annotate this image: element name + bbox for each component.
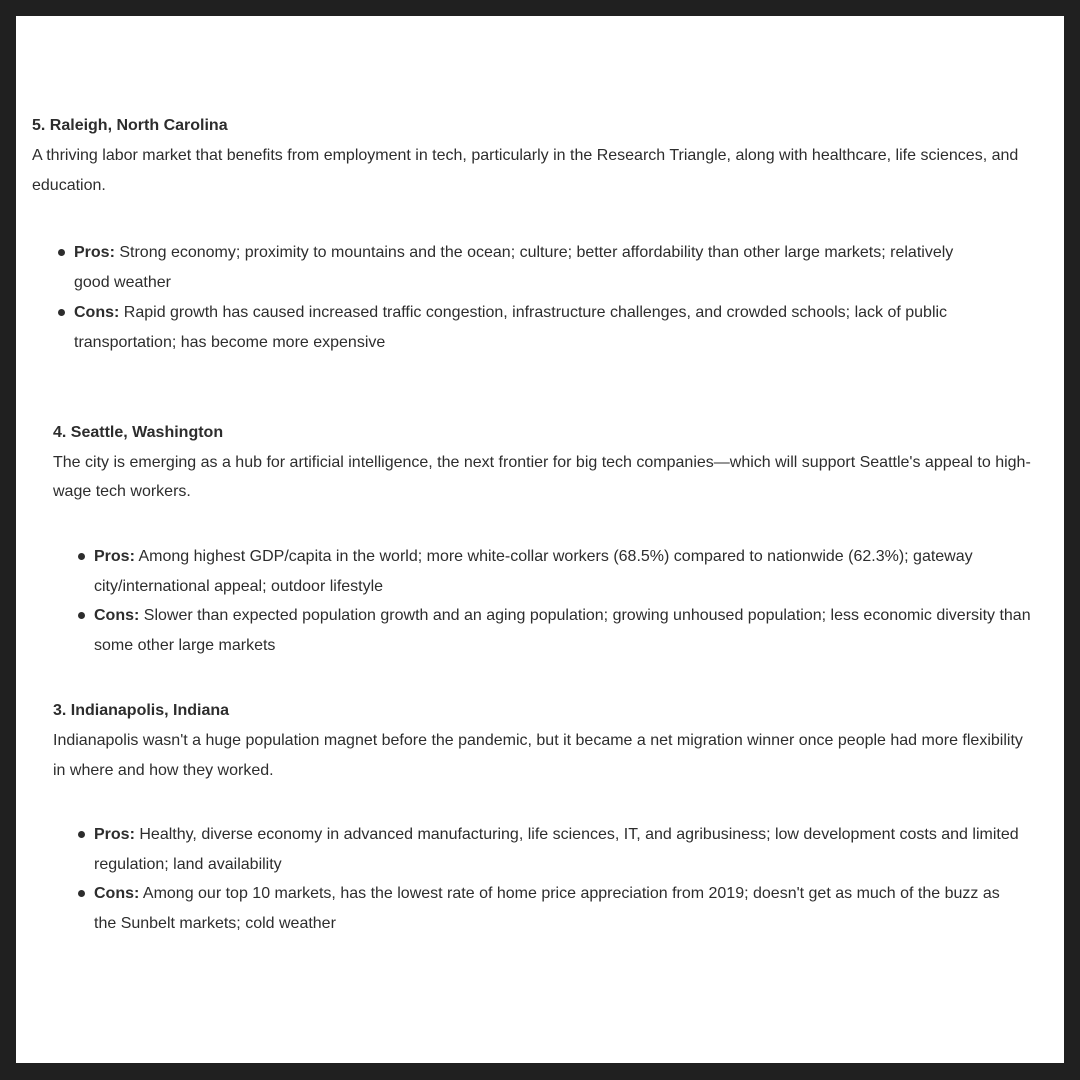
cons-label: Cons: <box>94 607 140 624</box>
section-description: A thriving labor market that benefits from employment in tech, particularly in the Research Triangle, along with healthcare, life sciences, and education. <box>32 147 1019 194</box>
section-title: 3. Indianapolis, Indiana <box>53 702 230 719</box>
article-page <box>16 16 1064 1063</box>
section-title: 5. Raleigh, North Carolina <box>32 117 228 134</box>
cons-item <box>53 601 1034 660</box>
pros-text: Healthy, diverse economy in advanced manufacturing, life sciences, IT, and agribusiness; low development costs and limited regulation; land availability <box>94 826 1019 873</box>
section-description: Indianapolis wasn't a huge population magnet before the pandemic, but it became a net migration winner once people had more flexibility in where and how they worked. <box>53 732 1023 779</box>
bullet-icon <box>78 553 85 560</box>
cons-label: Cons: <box>74 304 120 321</box>
pros-item <box>53 820 1024 879</box>
cons-item <box>53 879 1024 938</box>
section-title: 4. Seattle, Washington <box>53 424 224 441</box>
bullet-icon <box>78 612 85 619</box>
pros-text: Strong economy; proximity to mountains and the ocean; culture; better affordability than other large markets; relatively good weather <box>74 244 954 291</box>
city-section-raleigh <box>16 111 1064 358</box>
city-section-indianapolis <box>16 696 1064 938</box>
cons-text: Among our top 10 markets, has the lowest rate of home price appreciation from 2019; doesn't get as much of the buzz as the Sunbelt markets; cold weather <box>94 885 1000 932</box>
pros-cons-list <box>32 238 1042 358</box>
bullet-icon <box>58 249 65 256</box>
city-section-seattle <box>16 418 1064 660</box>
pros-cons-list <box>53 820 1024 938</box>
bullet-icon <box>78 831 85 838</box>
pros-label: Pros: <box>74 244 115 261</box>
section-description: The city is emerging as a hub for artificial intelligence, the next frontier for big tech companies—which will support Seattle's appeal to high-wage tech workers. <box>53 454 1031 500</box>
bullet-icon <box>78 890 85 897</box>
pros-label: Pros: <box>94 548 135 565</box>
pros-text: Among highest GDP/capita in the world; more white-collar workers (68.5%) compared to nationwide (62.3%); gateway city/international appeal; outdoor lifestyle <box>94 548 973 595</box>
cons-text: Slower than expected population growth and an aging population; growing unhoused population; less economic diversity than some other large markets <box>94 607 1031 654</box>
pros-label: Pros: <box>94 826 135 843</box>
cons-item <box>32 298 1042 358</box>
cons-label: Cons: <box>94 885 140 902</box>
pros-cons-list <box>53 542 1034 660</box>
cons-text: Rapid growth has caused increased traffic congestion, infrastructure challenges, and crowded schools; lack of public transportation; has become more expensive <box>74 304 948 351</box>
bullet-icon <box>58 309 65 316</box>
pros-item <box>32 238 1042 298</box>
pros-item <box>53 542 1034 601</box>
